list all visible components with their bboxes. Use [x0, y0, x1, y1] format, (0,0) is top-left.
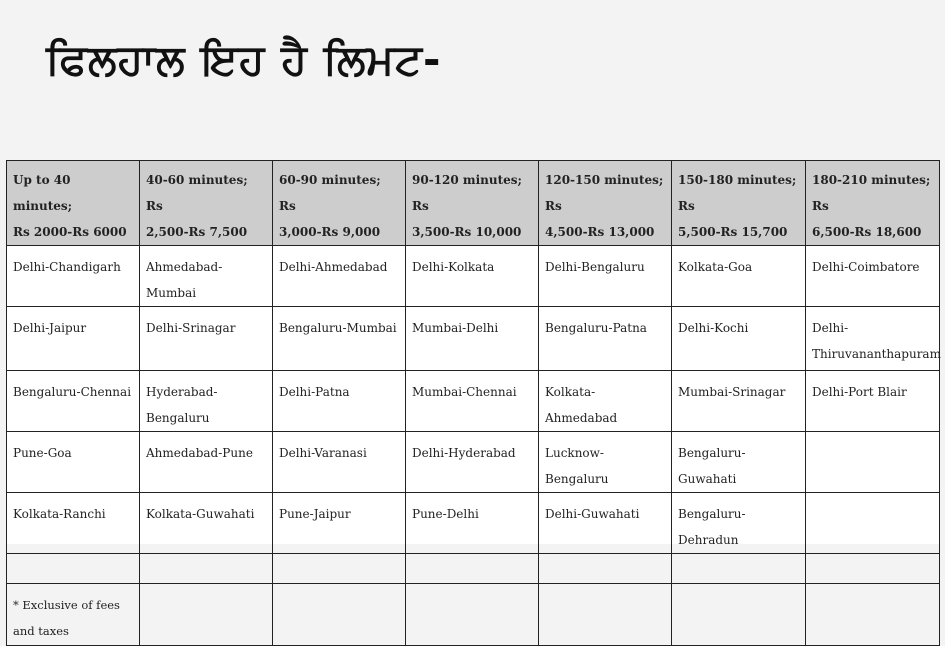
table-cell: Lucknow-Bengaluru	[539, 432, 672, 493]
table-cell: Ahmedabad-Mumbai	[140, 246, 273, 307]
table-cell	[273, 584, 406, 646]
table-cell: Kolkata-Ranchi	[7, 493, 140, 554]
table-cell: Delhi-Thiruvananthapuram	[806, 307, 940, 371]
table-row-footnote	[7, 584, 940, 646]
fare-table-container	[6, 160, 941, 638]
table-cell: Delhi-Kochi	[672, 307, 806, 371]
table-cell: Bengaluru-Dehradun	[672, 493, 806, 554]
table-cell	[806, 584, 940, 646]
table-cell: Mumbai-Srinagar	[672, 371, 806, 432]
table-cell	[7, 554, 140, 584]
table-cell: Delhi-Hyderabad	[406, 432, 539, 493]
table-cell	[273, 554, 406, 584]
table-cell: Delhi-Patna	[273, 371, 406, 432]
table-cell: Kolkata-Goa	[672, 246, 806, 307]
table-cell: Delhi-Kolkata	[406, 246, 539, 307]
table-header-row	[7, 161, 940, 246]
table-cell	[672, 554, 806, 584]
header-cell-150-180: 150-180 minutes; Rs 5,500-Rs 15,700	[672, 161, 806, 246]
table-cell	[539, 584, 672, 646]
table-cell: Pune-Goa	[7, 432, 140, 493]
header-cell-60-90: 60-90 minutes; Rs 3,000-Rs 9,000	[273, 161, 406, 246]
table-cell: Pune-Delhi	[406, 493, 539, 554]
table-row	[7, 371, 940, 432]
table-row	[7, 432, 940, 493]
table-cell: Delhi-Ahmedabad	[273, 246, 406, 307]
table-cell	[406, 554, 539, 584]
table-cell: Delhi-Varanasi	[273, 432, 406, 493]
table-cell: Delhi-Port Blair	[806, 371, 940, 432]
table-row	[7, 246, 940, 307]
table-cell: Ahmedabad-Pune	[140, 432, 273, 493]
header-cell-120-150: 120-150 minutes; Rs 4,500-Rs 13,000	[539, 161, 672, 246]
table-cell	[806, 554, 940, 584]
table-cell: Delhi-Coimbatore	[806, 246, 940, 307]
table-cell	[672, 584, 806, 646]
table-row-empty	[7, 554, 940, 584]
header-cell-up-to-40: Up to 40 minutes; Rs 2000-Rs 6000	[7, 161, 140, 246]
footnote-cell: * Exclusive of fees and taxes	[7, 584, 140, 646]
table-cell: Delhi-Chandigarh	[7, 246, 140, 307]
table-cell: Bengaluru-Guwahati	[672, 432, 806, 493]
table-cell	[539, 554, 672, 584]
table-cell: Bengaluru-Chennai	[7, 371, 140, 432]
fare-limits-table	[6, 160, 940, 646]
table-cell: Bengaluru-Patna	[539, 307, 672, 371]
table-cell	[140, 584, 273, 646]
table-cell: Bengaluru-Mumbai	[273, 307, 406, 371]
header-cell-180-210: 180-210 minutes; Rs 6,500-Rs 18,600	[806, 161, 940, 246]
table-cell: Delhi-Bengaluru	[539, 246, 672, 307]
table-row	[7, 493, 940, 554]
table-row	[7, 307, 940, 371]
table-cell	[140, 554, 273, 584]
table-cell: Kolkata-Guwahati	[140, 493, 273, 554]
page-heading: ਫਿਲਹਾਲ ਇਹ ਹੈ ਲਿਮਟ-	[46, 35, 442, 84]
header-cell-40-60: 40-60 minutes; Rs 2,500-Rs 7,500	[140, 161, 273, 246]
table-cell: Hyderabad-Bengaluru	[140, 371, 273, 432]
table-cell: Delhi-Jaipur	[7, 307, 140, 371]
header-cell-90-120: 90-120 minutes; Rs 3,500-Rs 10,000	[406, 161, 539, 246]
table-cell	[806, 493, 940, 554]
table-cell: Pune-Jaipur	[273, 493, 406, 554]
table-cell: Delhi-Srinagar	[140, 307, 273, 371]
table-cell: Mumbai-Delhi	[406, 307, 539, 371]
table-cell: Delhi-Guwahati	[539, 493, 672, 554]
table-cell	[806, 432, 940, 493]
table-cell: Mumbai-Chennai	[406, 371, 539, 432]
table-cell: Kolkata-Ahmedabad	[539, 371, 672, 432]
table-cell	[406, 584, 539, 646]
